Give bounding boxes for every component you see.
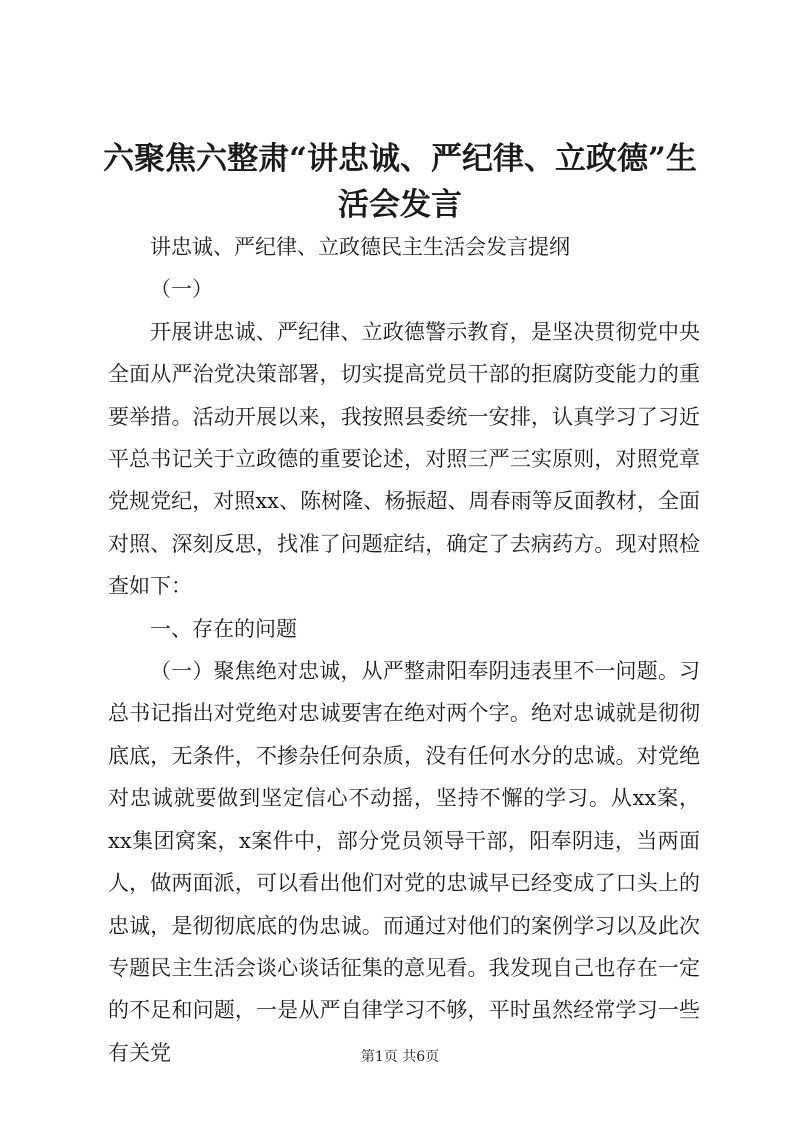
document-body — [108, 226, 700, 1074]
document-subtitle: 讲忠诚、严纪律、立政德民主生活会发言提纲 — [150, 235, 570, 259]
paragraph-loyalty: （一）聚焦绝对忠诚，从严整肃阳奉阴违表里不一问题。习总书记指出对党绝对忠诚要害在绝对两个字。绝对忠诚就是彻彻底底，无条件，不掺杂任何杂质，没有任何水分的忠诚。对党绝对忠诚就要做到坚定信心不动摇，坚持不懈的学习。从xx案，xx集团窝案，x案件中，部分党员领导干部，阳奉阴违，当两面人，做两面派，可以看出他们对党的忠诚早已经变成了口头上的忠诚，是彻彻底底的伪忠诚。而通过对他们的案例学习以及此次专题民主生活会谈心谈话征集的意见看。我发现自己也存在一定的不足和问题，一是从严自律学习不够，平时虽然经常学习一些有关党 — [108, 659, 700, 1065]
document-title: 六聚焦六整肃“讲忠诚、严纪律、立政德”生活会发言 — [103, 141, 697, 223]
paragraph-intro: 开展讲忠诚、严纪律、立政德警示教育，是坚决贯彻党中央全面从严治党决策部署，切实提高党员干部的拒腐防变能力的重要举措。活动开展以来，我按照县委统一安排，认真学习了习近平总书记关于立政德的重要论述，对照三严三实原则，对照党章党规党纪，对照xx、陈树隆、杨振超、周春雨等反面教材，全面对照、深刻反思，找准了问题症结，确定了去病药方。现对照检查如下： — [108, 319, 700, 599]
part-number: （一） — [150, 277, 213, 302]
section-heading: 一、存在的问题 — [150, 616, 297, 641]
page-indicator: 第1页 共6页 — [360, 1049, 440, 1065]
